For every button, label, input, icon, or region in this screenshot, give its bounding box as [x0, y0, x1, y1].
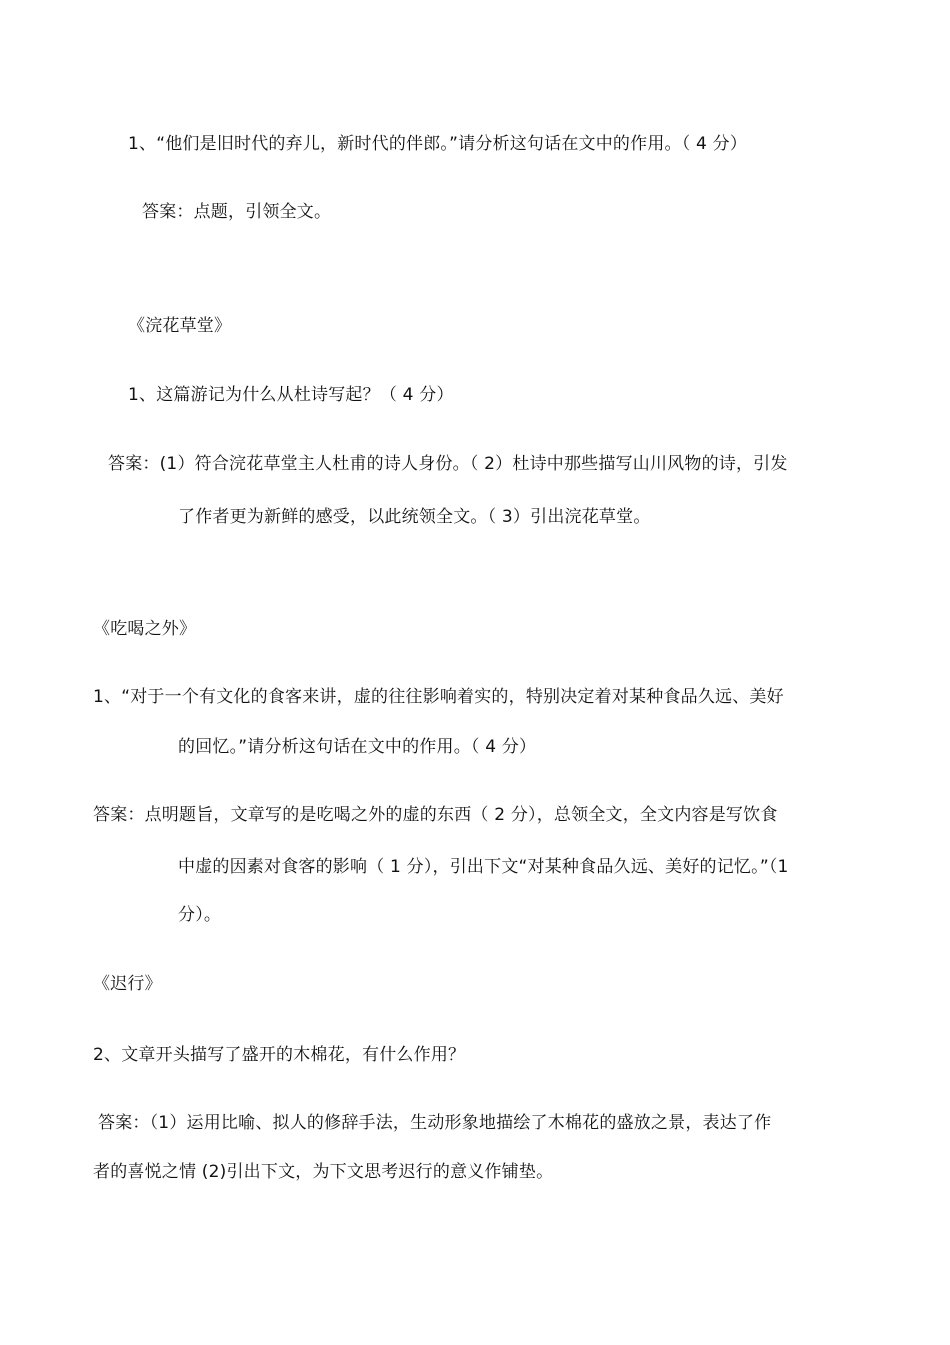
- answer-chihe-line3: 分）。: [178, 905, 222, 925]
- section-title-chixing: 《迟行》: [93, 974, 162, 994]
- answer-huanhua-line1: 答案：(1）符合浣花草堂主人杜甫的诗人身份。（ 2）杜诗中那些描写山川风物的诗，引发: [108, 454, 788, 474]
- answer-chixing-line2: 者的喜悦之情 (2)引出下文，为下文思考迟行的意义作铺垫。: [93, 1162, 554, 1182]
- question-chihe-line1: 1、“对于一个有文化的食客来讲，虚的往往影响着实的，特别决定着对某种食品久远、美好: [93, 687, 784, 707]
- question-chixing: 2、文章开头描写了盛开的木棉花，有什么作用？: [93, 1045, 466, 1065]
- question-chihe-line2: 的回忆。”请分析这句话在文中的作用。（ 4 分）: [178, 737, 537, 757]
- answer-chihe-line2: 中虚的因素对食客的影响（ 1 分），引出下文“对某种食品久远、美好的记忆。”（1: [178, 857, 789, 877]
- section-title-chihe: 《吃喝之外》: [93, 619, 197, 639]
- section-title-huanhua: 《浣花草堂》: [128, 316, 232, 336]
- answer-1: 答案：点题，引领全文。: [142, 202, 332, 222]
- question-huanhua: 1、这篇游记为什么从杜诗写起？（ 4 分）: [128, 385, 454, 405]
- question-1: 1、“他们是旧时代的弃儿，新时代的伴郎。”请分析这句话在文中的作用。（ 4 分）: [128, 134, 748, 154]
- answer-huanhua-line2: 了作者更为新鲜的感受，以此统领全文。（ 3）引出浣花草堂。: [178, 507, 651, 527]
- answer-chixing-line1: 答案：（1）运用比喻、拟人的修辞手法，生动形象地描绘了木棉花的盛放之景，表达了作: [98, 1113, 772, 1133]
- answer-chihe-line1: 答案：点明题旨，文章写的是吃喝之外的虚的东西（ 2 分），总领全文，全文内容是写饮食: [93, 805, 778, 825]
